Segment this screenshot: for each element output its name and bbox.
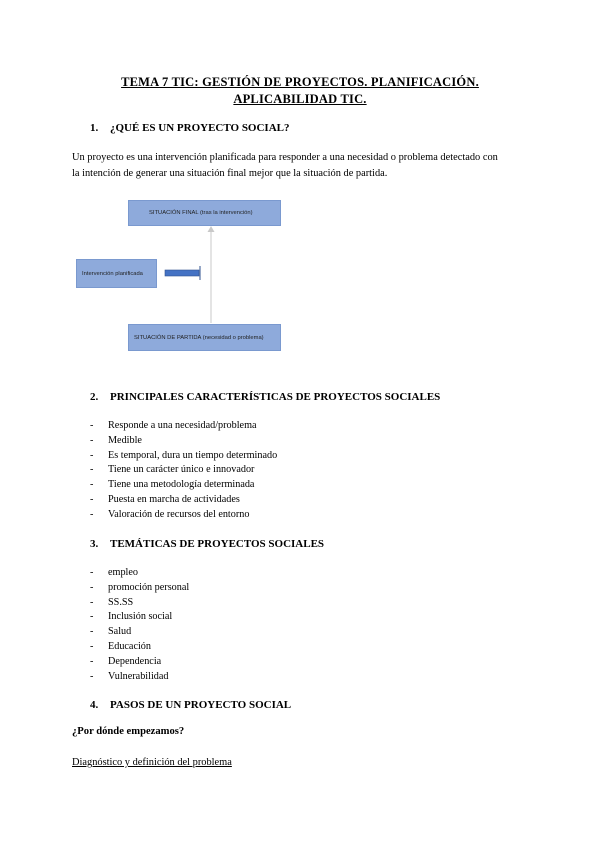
list-marker: - (90, 508, 94, 520)
list-item: - SS.SS (90, 596, 189, 611)
paragraph-line-1: Un proyecto es una intervención planificada para responder a una necesidad o problema detectado con (72, 152, 498, 163)
paragraph-line-2: la intención de generar una situación final mejor que la situación de partida. (72, 168, 388, 179)
document-title (60, 74, 540, 108)
list-marker: - (90, 479, 94, 491)
section-2-heading (90, 390, 440, 404)
section-3-heading-text: TEMÁTICAS DE PROYECTOS SOCIALES (110, 538, 325, 550)
list-item: - Salud (90, 625, 189, 640)
list-marker: - (90, 640, 94, 652)
list-marker: - (90, 581, 94, 593)
section-4-heading-text: PASOS DE UN PROYECTO SOCIAL (110, 699, 292, 711)
section-4-number: 4. (90, 699, 99, 711)
intervention-box: Intervención planificada (76, 259, 157, 288)
list-item: - Valoración de recursos del entorno (90, 508, 277, 523)
title-line-1: TEMA 7 TIC: GESTIÓN DE PROYECTOS. PLANIFICACIÓN. (121, 75, 479, 89)
list-item: - Es temporal, dura un tiempo determinado (90, 449, 277, 464)
list-marker: - (90, 611, 94, 623)
list-item: - Vulnerabilidad (90, 670, 189, 685)
section-4-heading (90, 698, 291, 712)
list-item: - empleo (90, 566, 189, 581)
section-1-paragraph (72, 150, 542, 182)
list-marker: - (90, 670, 94, 682)
list-item: - Medible (90, 434, 277, 449)
starting-situation-box: SITUACIÓN DE PARTIDA (necesidad o problema) (128, 324, 281, 351)
list-item: - Tiene una metodología determinada (90, 478, 277, 493)
list-marker: - (90, 626, 94, 638)
intervention-arrow (165, 270, 199, 276)
section-2-number: 2. (90, 391, 99, 403)
list-marker: - (90, 655, 94, 667)
characteristics-list (90, 419, 277, 523)
section-2-heading-text: PRINCIPALES CARACTERÍSTICAS DE PROYECTOS SOCIALES (110, 391, 441, 403)
section-3-number: 3. (90, 538, 99, 550)
list-item: - promoción personal (90, 581, 189, 596)
list-marker: - (90, 464, 94, 476)
section-1-number: 1. (90, 122, 99, 134)
section-4-question: ¿Por dónde empezamos? (72, 726, 185, 737)
list-item: - Inclusión social (90, 610, 189, 625)
section-1-heading-text: ¿QUÉ ES UN PROYECTO SOCIAL? (110, 122, 290, 134)
list-item: - Tiene un carácter único e innovador (90, 463, 277, 478)
section-4-subtitle: Diagnóstico y definición del problema (72, 757, 232, 768)
list-item: - Responde a una necesidad/problema (90, 419, 277, 434)
themes-list (90, 566, 189, 684)
list-marker: - (90, 596, 94, 608)
list-item: - Dependencia (90, 655, 189, 670)
list-marker: - (90, 449, 94, 461)
final-situation-box: SITUACIÓN FINAL (tras la intervención) (128, 200, 281, 226)
list-marker: - (90, 434, 94, 446)
title-line-2: APLICABILIDAD TIC. (233, 92, 367, 106)
list-item: - Puesta en marcha de actividades (90, 493, 277, 508)
upward-arrow-head (208, 226, 215, 232)
list-marker: - (90, 567, 94, 578)
list-marker: - (90, 493, 94, 505)
section-3-heading (90, 537, 324, 551)
section-1-heading (90, 121, 290, 135)
list-item: - Educación (90, 640, 189, 655)
list-marker: - (90, 420, 94, 431)
